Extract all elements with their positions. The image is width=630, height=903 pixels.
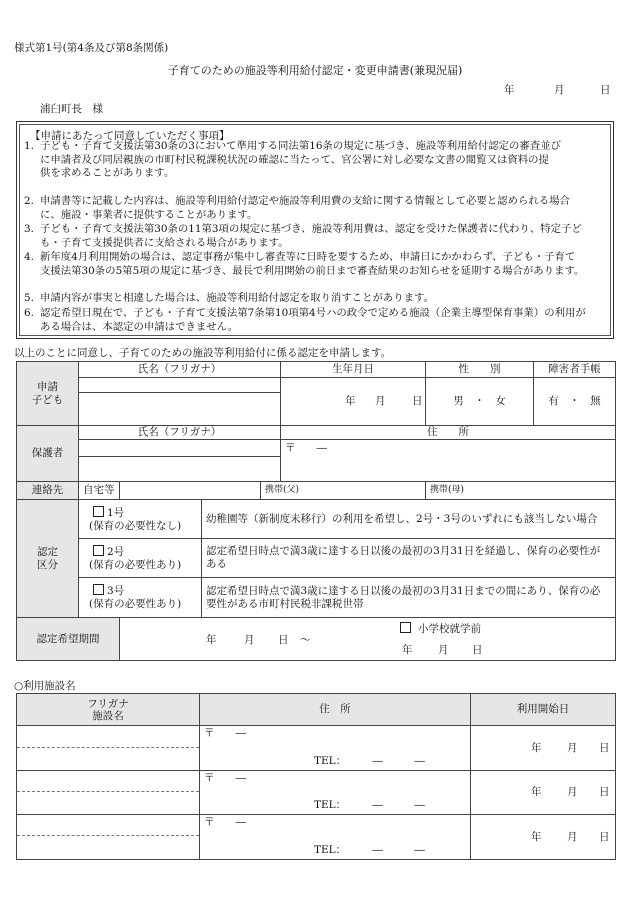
guardian-furigana-field[interactable] bbox=[79, 440, 281, 457]
contact-home-field[interactable] bbox=[120, 482, 261, 500]
facility-address-field[interactable] bbox=[200, 771, 471, 815]
facility-name-field[interactable] bbox=[17, 726, 200, 771]
dob-month: 月 bbox=[375, 395, 386, 407]
consent-line: ある場合は、本認定の申請はできません。 bbox=[40, 320, 239, 333]
cert-option-sub: (保育の必要性あり) bbox=[89, 598, 182, 610]
guardian-name-header: 氏名（フリガナ） bbox=[79, 426, 281, 440]
facility-postal-mark: 〒 ― bbox=[204, 727, 246, 739]
consent-item bbox=[24, 307, 612, 334]
period-start-month: 月 bbox=[244, 634, 255, 646]
cert-option-3-desc bbox=[202, 578, 616, 618]
facility-start-day: 日 bbox=[599, 830, 610, 843]
checkbox-icon[interactable] bbox=[93, 545, 104, 556]
cert-desc-line: 認定希望日時点で満3歳に達する日以後の最初の3月31日までの間にあり、保育の必 bbox=[206, 584, 601, 597]
contact-home-label: 自宅等 bbox=[79, 482, 120, 500]
form-title: 子育てのための施設等利用給付認定・変更申請書(兼現況届) bbox=[167, 64, 463, 77]
facility-name-header: フリガナ 施設名 bbox=[17, 694, 200, 726]
consent-item-number: 6. bbox=[24, 307, 34, 319]
period-start-year: 年 bbox=[206, 634, 217, 646]
furigana-divider bbox=[17, 747, 199, 748]
cert-option-1-desc bbox=[202, 500, 616, 539]
cert-option-sub: (保育の必要性なし) bbox=[89, 519, 182, 532]
consent-item bbox=[24, 195, 612, 222]
consent-item-number: 5. bbox=[24, 292, 34, 304]
child-gender-header: 性 別 bbox=[426, 362, 534, 378]
child-disability-choice[interactable]: 有 ・ 無 bbox=[534, 378, 616, 426]
facility-start-month: 月 bbox=[567, 741, 578, 754]
facility-tel: TEL： ― ― bbox=[314, 844, 425, 856]
consent-line: 子ども・子育て支援法第30条の11第3項の規定に基づき、施設等利用費は、認定を受けた保護者に代わり、特定子ど bbox=[40, 223, 582, 235]
cert-desc-line: 認定希望日時点で満3歳に達する日以後の最初の3月31日を経過し、保育の必要性が bbox=[206, 545, 601, 557]
guardian-name-field[interactable] bbox=[79, 457, 281, 482]
child-name-field[interactable] bbox=[79, 393, 281, 426]
cert-desc-line: ある bbox=[206, 558, 227, 570]
facility-start-year: 年 bbox=[531, 830, 542, 843]
facility-start-day: 日 bbox=[599, 741, 610, 754]
agreement-statement: 以上のことに同意し、子育てのための施設等利用給付に係る認定を申請します。 bbox=[14, 347, 392, 359]
certification-row-label: 認定 区分 bbox=[17, 500, 79, 618]
checkbox-icon[interactable] bbox=[400, 622, 411, 633]
consent-line: 支援法第30条の5第5項の規定に基づき、最長で利用開始の前日まで審査結果のお知らせを延期する場合があります。 bbox=[40, 264, 585, 277]
cert-option-1[interactable] bbox=[79, 500, 202, 539]
guardian-postal-mark: 〒 ― bbox=[285, 442, 328, 454]
consent-line: 申請書等に記載した内容は、施設等利用給付認定や施設等利用費の支給に関する情報として必要と認められる場合 bbox=[40, 195, 570, 207]
period-start-day: 日 bbox=[278, 634, 289, 646]
child-dob-header: 生年月日 bbox=[281, 362, 426, 378]
facility-tel: TEL： ― ― bbox=[314, 799, 425, 811]
child-dob-field[interactable] bbox=[281, 378, 426, 426]
mobile-father-label: 携帯(父) bbox=[265, 485, 300, 495]
contact-mobile-mother[interactable] bbox=[426, 482, 616, 500]
child-furigana-field[interactable] bbox=[79, 378, 281, 393]
facility-address-field[interactable] bbox=[200, 815, 471, 860]
cert-option-label: 3号 bbox=[107, 585, 125, 597]
furigana-divider bbox=[17, 835, 199, 836]
cert-option-3[interactable] bbox=[79, 578, 202, 618]
child-disability-header: 障害者手帳 bbox=[534, 362, 616, 378]
dob-day: 日 bbox=[412, 395, 423, 407]
checkbox-icon[interactable] bbox=[93, 506, 104, 517]
consent-line: 認定希望日現在で、子ども・子育て支援法第7条第10項第4号ハの政令で定める施設（企業主導型保育事業）の利用が bbox=[40, 307, 586, 319]
cert-option-sub: (保育の必要性あり) bbox=[89, 558, 182, 571]
consent-item-number: 3. bbox=[24, 223, 34, 235]
consent-line: 子ども・子育て支援法第30条の3において準用する同法第16条の規定に基づき、施設等利用給付認定の審査並び bbox=[40, 140, 561, 152]
form-id: 様式第1号(第4条及び第8条関係) bbox=[14, 42, 169, 54]
facility-address-header: 住 所 bbox=[200, 694, 471, 726]
dob-year: 年 bbox=[345, 395, 356, 407]
consent-box bbox=[16, 121, 614, 339]
consent-line: も・子育て支援提供者に支給される場合があります。 bbox=[40, 236, 289, 249]
cert-option-2-desc bbox=[202, 539, 616, 578]
child-row-label: 申請 子ども bbox=[17, 362, 79, 426]
consent-item-number: 1. bbox=[24, 140, 34, 152]
cert-option-label: 1号 bbox=[107, 506, 125, 519]
facility-start-field[interactable] bbox=[471, 815, 616, 860]
facility-start-field[interactable] bbox=[471, 771, 616, 815]
consent-heading: 【申請にあたって同意していただく事項】 bbox=[30, 130, 230, 142]
facility-section-label: ○利用施設名 bbox=[14, 680, 76, 692]
guardian-address-field[interactable] bbox=[281, 440, 616, 482]
cert-option-label: 2号 bbox=[107, 545, 125, 558]
period-end-year: 年 bbox=[402, 644, 413, 656]
consent-item bbox=[24, 292, 612, 306]
checkbox-icon[interactable] bbox=[93, 584, 104, 595]
facility-start-year: 年 bbox=[531, 741, 542, 754]
date-year: 年 bbox=[504, 84, 515, 96]
cert-option-2[interactable] bbox=[79, 539, 202, 578]
facility-postal-mark: 〒 ― bbox=[204, 772, 246, 784]
facility-name-field[interactable] bbox=[17, 815, 200, 860]
consent-item bbox=[24, 140, 612, 181]
addressee: 浦臼町長 様 bbox=[40, 103, 103, 115]
mobile-mother-label: 携帯(母) bbox=[430, 485, 465, 495]
consent-line: 新年度4月利用開始の場合は、認定事務が集中し審査等に日時を要するため、申請日にかかわらず、子ども・子育て bbox=[40, 251, 576, 263]
consent-line: 申請内容が事実と相違した場合は、施設等利用給付認定を取り消すことがあります。 bbox=[40, 292, 435, 304]
facility-start-month: 月 bbox=[567, 786, 578, 798]
facility-start-year: 年 bbox=[531, 786, 542, 798]
child-name-header: 氏名（フリガナ） bbox=[79, 362, 281, 378]
facility-tel: TEL： ― ― bbox=[314, 755, 425, 767]
period-end-option: 小学校就学前 bbox=[418, 623, 481, 635]
application-table bbox=[16, 361, 616, 661]
facility-start-field[interactable] bbox=[471, 726, 616, 771]
guardian-address-header: 住 所 bbox=[281, 426, 616, 440]
facility-start-header: 利用開始日 bbox=[471, 694, 616, 726]
period-field[interactable] bbox=[120, 618, 616, 661]
facility-address-field[interactable] bbox=[200, 726, 471, 771]
furigana-divider bbox=[17, 791, 199, 792]
facility-name-field[interactable] bbox=[17, 771, 200, 815]
period-end-day: 日 bbox=[472, 644, 483, 656]
consent-line: 供を求めることがあります。 bbox=[40, 167, 175, 179]
consent-item bbox=[24, 251, 612, 278]
facility-postal-mark: 〒 ― bbox=[204, 816, 246, 828]
contact-row-label: 連絡先 bbox=[17, 482, 79, 500]
facility-start-day: 日 bbox=[599, 786, 610, 798]
guardian-row-label: 保護者 bbox=[17, 426, 79, 482]
period-tilde: 〜 bbox=[300, 634, 311, 646]
period-row-label: 認定希望期間 bbox=[17, 618, 120, 661]
consent-item-number: 2. bbox=[24, 195, 34, 207]
period-end-month: 月 bbox=[438, 644, 449, 656]
date-month: 月 bbox=[554, 84, 565, 96]
facility-start-month: 月 bbox=[567, 830, 578, 843]
date-day: 日 bbox=[600, 84, 611, 96]
child-gender-choice[interactable]: 男 ・ 女 bbox=[426, 378, 534, 426]
consent-line: に申請者及び同居親族の市町村民税課税状況の確認に当たって、官公署に対し必要な文書の閲覧又は資料の提 bbox=[40, 153, 549, 166]
contact-mobile-father[interactable] bbox=[261, 482, 426, 500]
consent-item bbox=[24, 223, 612, 250]
consent-item-number: 4. bbox=[24, 251, 34, 263]
cert-desc-line: 要性がある市町村民税非課税世帯 bbox=[206, 597, 364, 610]
cert-desc-line: 幼稚園等（新制度未移行）の利用を希望し、2号・3号のいずれにも該当しない場合 bbox=[206, 512, 598, 525]
consent-line: に、施設・事業者に提供することがあります。 bbox=[40, 208, 258, 221]
